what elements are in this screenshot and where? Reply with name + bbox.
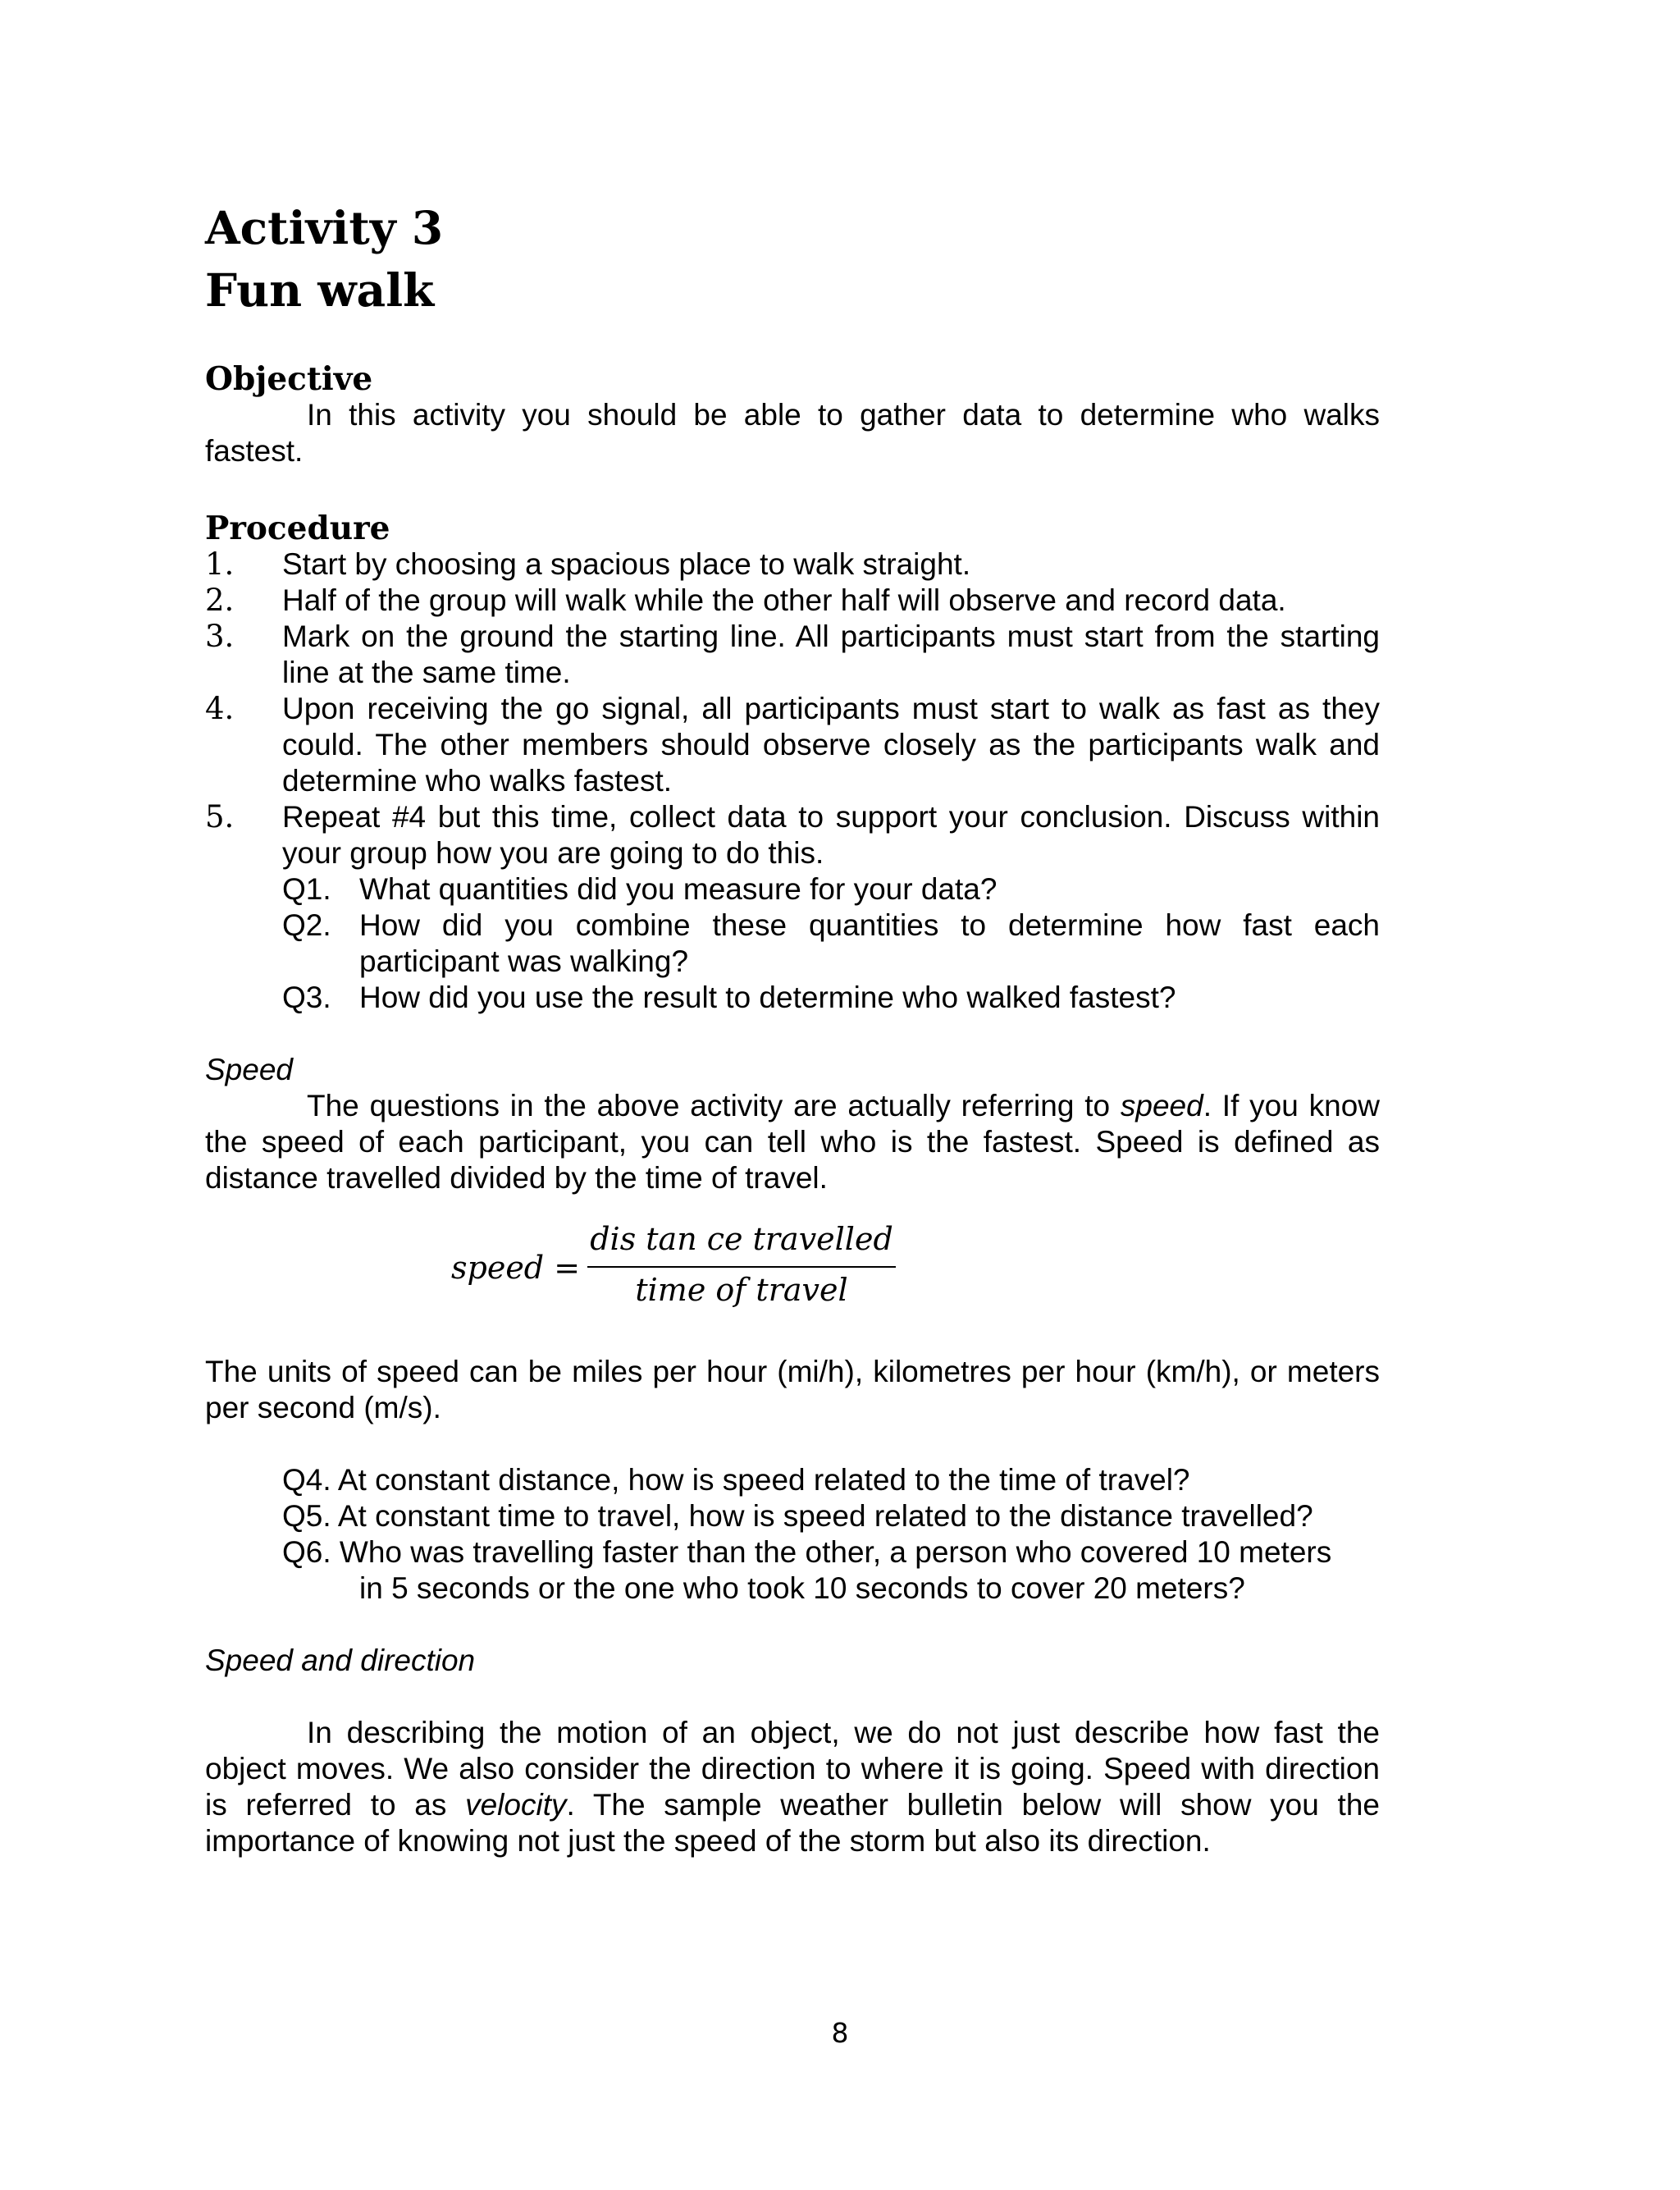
question-item: [282, 980, 1380, 1016]
question-text: How did you use the result to determine who walked fastest?: [359, 981, 1176, 1014]
question-item: [282, 908, 1380, 980]
question-number: Q3.: [282, 981, 331, 1014]
objective-heading: Objective: [205, 360, 373, 398]
question-number: Q1.: [282, 872, 331, 906]
procedure-list: [205, 546, 1380, 871]
direction-paragraph-end: . The sample weather bulletin below will show you the importance of knowing not just the speed of the storm but also its direction.: [205, 1788, 1380, 1858]
speed-formula: [205, 1221, 1380, 1319]
procedure-step: [205, 799, 1380, 871]
question-text: How did you combine these quantities to determine how fast each participant was walking?: [359, 908, 1380, 978]
step-text: Repeat #4 but this time, collect data to support your conclusion. Discuss within your group how you are going to do this.: [282, 800, 1380, 870]
direction-paragraph-start: In describing the motion of an object, we do not just describe how fast the object moves. We also consider the direction to where it is going. Speed with direction is referred to as: [205, 1716, 1380, 1822]
step-number: 1.: [205, 546, 235, 582]
step-number: 2.: [205, 583, 235, 618]
procedure-step: [205, 691, 1380, 799]
procedure-questions: [205, 871, 1380, 1016]
step-text: Mark on the ground the starting line. All participants must start from the starting line at the same time.: [282, 620, 1380, 689]
step-number: 3.: [205, 619, 235, 654]
question-q6-line2: in 5 seconds or the one who took 10 seconds to cover 20 meters?: [359, 1571, 1245, 1605]
question-q4: Q4. At constant distance, how is speed related to the time of travel?: [282, 1463, 1190, 1497]
speed-units: The units of speed can be miles per hour (mi/h), kilometres per hour (km/h), or meters per second (m/s).: [205, 1355, 1380, 1424]
speed-term: speed: [1120, 1089, 1203, 1122]
procedure-heading: Procedure: [205, 510, 390, 547]
formula-denominator: time of travel: [635, 1272, 848, 1308]
step-text: Half of the group will walk while the other half will observe and record data.: [282, 583, 1286, 617]
step-text: Start by choosing a spacious place to walk straight.: [282, 547, 971, 581]
activity-number: Activity 3: [205, 201, 444, 254]
question-q6-line1: Q6. Who was travelling faster than the other, a person who covered 10 meters: [282, 1535, 1332, 1569]
question-q5: Q5. At constant time to travel, how is speed related to the distance travelled?: [282, 1499, 1313, 1533]
formula-numerator: dis tan ce travelled: [590, 1221, 893, 1257]
speed-paragraph-end: . If you know the speed of each participant, you can tell who is the fastest. Speed is defined as distance travelled divided by the time of travel.: [205, 1089, 1380, 1195]
formula-lhs: speed =: [451, 1250, 581, 1286]
speed-questions: [205, 1462, 1380, 1607]
question-number: Q2.: [282, 908, 331, 942]
page-number: 8: [831, 2017, 849, 2049]
procedure-step: [205, 583, 1380, 619]
velocity-term: velocity: [465, 1788, 567, 1822]
speed-paragraph-start: The questions in the above activity are actually referring to: [307, 1089, 1121, 1122]
direction-paragraph: [205, 1715, 1380, 1859]
activity-title: Fun walk: [205, 263, 435, 317]
question-text: What quantities did you measure for your data?: [359, 872, 998, 906]
speed-heading: Speed: [205, 1053, 293, 1086]
procedure-step: [205, 619, 1380, 691]
question-item: [282, 871, 1380, 908]
fraction-bar: [587, 1266, 896, 1268]
document-page: [205, 197, 1380, 1859]
step-number: 5.: [205, 799, 235, 834]
objective-text: In this activity you should be able to gather data to determine who walks fastest.: [205, 398, 1380, 468]
procedure-step: [205, 546, 1380, 583]
step-number: 4.: [205, 691, 235, 726]
speed-paragraph: [205, 1088, 1380, 1196]
direction-heading: Speed and direction: [205, 1644, 476, 1677]
step-text: Upon receiving the go signal, all participants must start to walk as fast as they could. The other members should observe closely as the participants walk and determine who walks fastest.: [282, 692, 1380, 798]
